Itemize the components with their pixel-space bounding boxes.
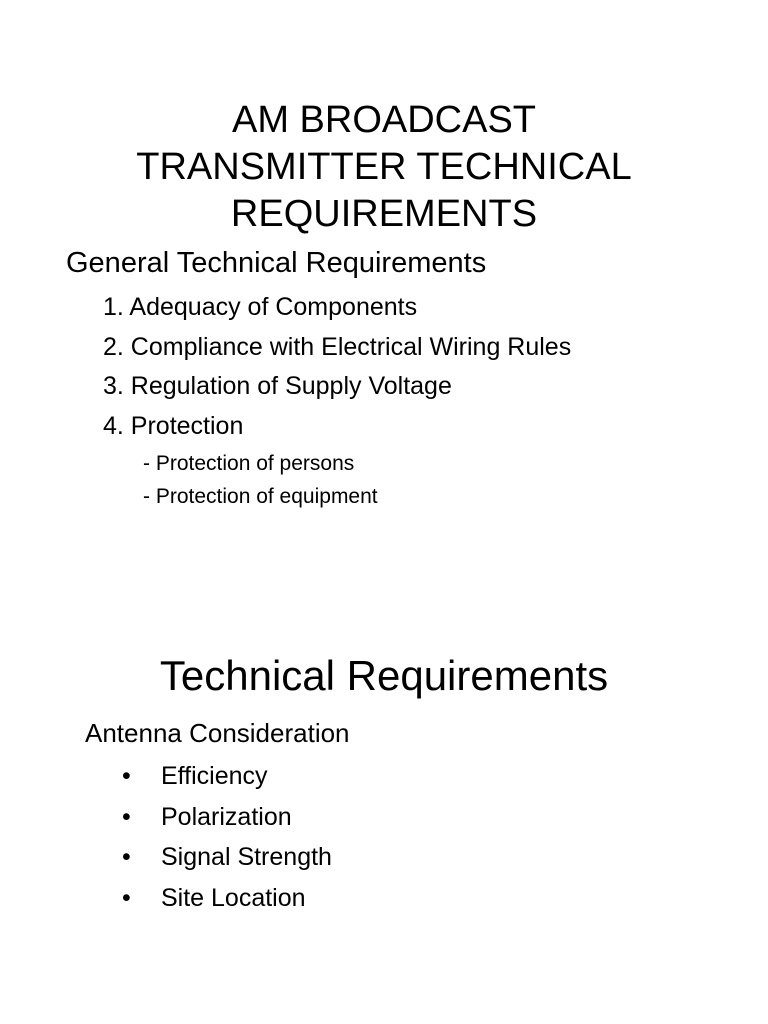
slide-title <box>0 97 768 238</box>
list-item-label: Signal Strength <box>161 843 332 871</box>
bullet-icon: • <box>122 802 131 831</box>
bullet-icon: • <box>122 762 131 790</box>
slide-technical-requirements <box>0 600 768 1024</box>
section-heading: General Technical Requirements <box>66 247 487 279</box>
list-item: 1. Adequacy of Components <box>103 293 418 321</box>
list-item-label: Polarization <box>161 802 292 831</box>
list-item <box>122 797 332 838</box>
bullet-icon: • <box>122 843 131 871</box>
list-item <box>122 837 332 878</box>
list-item: 4. Protection <box>103 411 244 440</box>
sub-list-item: - Protection of persons <box>143 452 355 475</box>
sub-list-item: - Protection of equipment <box>143 485 378 508</box>
bullet-icon: • <box>122 883 131 912</box>
title-line: REQUIREMENTS <box>230 193 538 236</box>
list-item <box>122 878 332 919</box>
bullet-list <box>122 756 332 918</box>
list-item: 2. Compliance with Electrical Wiring Rules <box>103 332 572 361</box>
slide-title: Technical Requirements <box>159 652 609 700</box>
list-item: 3. Regulation of Supply Voltage <box>103 372 452 400</box>
title-line: AM BROADCAST <box>231 99 537 142</box>
section-heading: Antenna Consideration <box>85 718 350 748</box>
list-item-label: Efficiency <box>161 762 268 790</box>
numbered-list <box>103 288 571 446</box>
list-item-label: Site Location <box>161 883 306 912</box>
sub-list <box>143 447 378 513</box>
title-line: TRANSMITTER TECHNICAL <box>136 146 632 189</box>
list-item <box>122 756 332 797</box>
